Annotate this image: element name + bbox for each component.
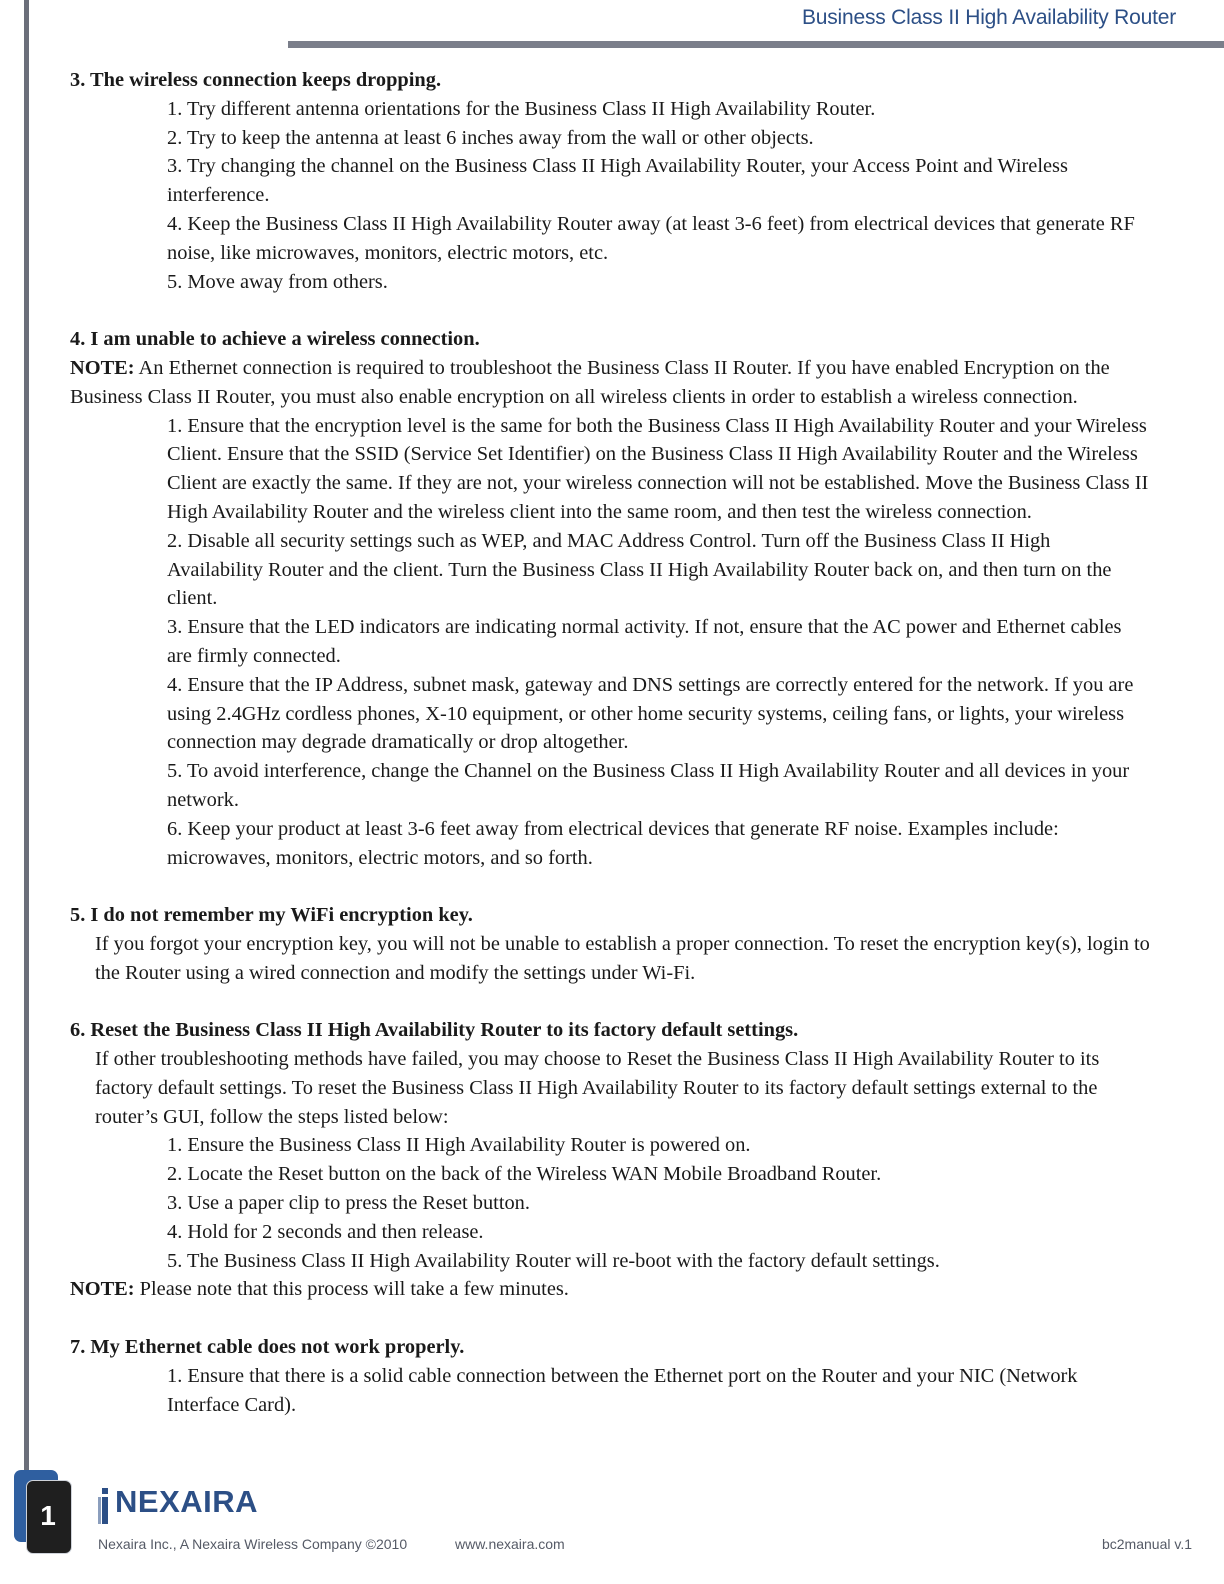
list-item: 1. Try different antenna orientations for the Business Class II High Availability Router. (167, 97, 876, 120)
list-item: 2. Locate the Reset button on the back of the Wireless WAN Mobile Broadband Router. (167, 1163, 882, 1186)
list-item: 6. Keep your product at least 3-6 feet away from electrical devices that generate RF noise. Examples include: microwaves, monitors, electric motors, and so forth. (167, 817, 1059, 869)
footer-version: bc2manual v.1 (1101, 1536, 1192, 1552)
section-ethernet-cable (70, 1333, 1150, 1419)
logo-mark-icon (98, 1488, 112, 1524)
list-item: 4. Ensure that the IP Address, subnet mask, gateway and DNS settings are correctly entered for the network. If you are using 2.4GHz cordless phones, X-10 equipment, or other home security systems, ceiling fans, or lights, your wireless connection may degrade dramatically or drop altogether. (167, 673, 1134, 754)
footer-company: Nexaira Inc., A Nexaira Wireless Company ©2010 (98, 1536, 408, 1552)
list-item: 5. The Business Class II High Availability Router will re-boot with the factory default settings. (167, 1249, 940, 1272)
list-item: 1. Ensure that the encryption level is the same for both the Business Class II High Availability Router and your Wireless Client. Ensure that the SSID (Service Set Identifier) on the Business Class II High Availability Router and the Wireless Client are exactly the same. If they are not, your wireless connection will not be established. Move the Business Class II High Availability Router and the wireless client into the same room, and then test the wireless connection. (167, 414, 1149, 523)
note-label: NOTE: (70, 356, 135, 379)
section-wireless-dropping (70, 66, 1150, 296)
list-item: 3. Try changing the channel on the Business Class II High Availability Router, your Access Point and Wireless interference. (167, 155, 1068, 207)
note-text: An Ethernet connection is required to troubleshoot the Business Class II Router. If you have enabled Encryption on the Business Class II Router, you must also enable encryption on all wireless clients in order to establish a wireless connection. (70, 356, 1110, 408)
document-body (70, 66, 1150, 1448)
note-text: Please note that this process will take a few minutes. (134, 1278, 569, 1301)
paragraph: If other troubleshooting methods have failed, you may choose to Reset the Business Class II High Availability Router to its factory default settings. To reset the Business Class II High Availability Router to its factory default settings external to the router’s GUI, follow the steps listed below: (95, 1048, 1100, 1128)
page-number-badge (14, 1470, 72, 1556)
section-title: 6. Reset the Business Class II High Availability Router to its factory default settings. (70, 1019, 799, 1042)
header-rule (288, 41, 1224, 48)
list-item: 4. Hold for 2 seconds and then release. (167, 1220, 484, 1243)
section-title: 3. The wireless connection keeps dropping. (70, 69, 442, 91)
list-item: 2. Try to keep the antenna at least 6 inches away from the wall or other objects. (167, 126, 814, 149)
list-item: 3. Use a paper clip to press the Reset button. (167, 1192, 530, 1215)
left-margin-rule (24, 0, 29, 1490)
list-item: 1. Ensure the Business Class II High Availability Router is powered on. (167, 1134, 751, 1157)
list-item: 4. Keep the Business Class II High Availability Router away (at least 3-6 feet) from electrical devices that generate RF noise, like microwaves, monitors, electric motors, etc. (167, 212, 1135, 264)
footer-url[interactable]: www.nexaira.com (455, 1536, 565, 1552)
list-item: 5. Move away from others. (167, 270, 388, 293)
note-label: NOTE: (70, 1278, 135, 1301)
section-factory-reset (70, 1016, 1150, 1304)
list-item: 2. Disable all security settings such as WEP, and MAC Address Control. Turn off the Business Class II High Availability Router and the client. Turn the Business Class II High Availability Router back on, and then turn on the client. (167, 529, 1112, 610)
list-item: 5. To avoid interference, change the Channel on the Business Class II High Availability Router and all devices in your network. (167, 760, 1130, 811)
section-no-wireless-connection (70, 325, 1150, 872)
section-encryption-key (70, 901, 1150, 987)
header-title: Business Class II High Availability Router (801, 6, 1176, 29)
note (70, 1275, 1150, 1304)
note (70, 354, 1150, 412)
section-title: 4. I am unable to achieve a wireless connection. (70, 328, 480, 351)
logo-text: NEXAIRA (115, 1484, 259, 1519)
list-item: 1. Ensure that there is a solid cable connection between the Ethernet port on the Router and your NIC (Network Interface Card). (167, 1364, 1078, 1416)
page-number: 1 (40, 1500, 56, 1531)
section-title: 5. I do not remember my WiFi encryption key. (70, 904, 473, 927)
section-title: 7. My Ethernet cable does not work properly. (70, 1336, 465, 1359)
list-item: 3. Ensure that the LED indicators are indicating normal activity. If not, ensure that the AC power and Ethernet cables are firmly connected. (167, 616, 1122, 667)
paragraph: If you forgot your encryption key, you will not be unable to establish a proper connection. To reset the encryption key(s), login to the Router using a wired connection and modify the settings under Wi-Fi. (95, 932, 1150, 984)
